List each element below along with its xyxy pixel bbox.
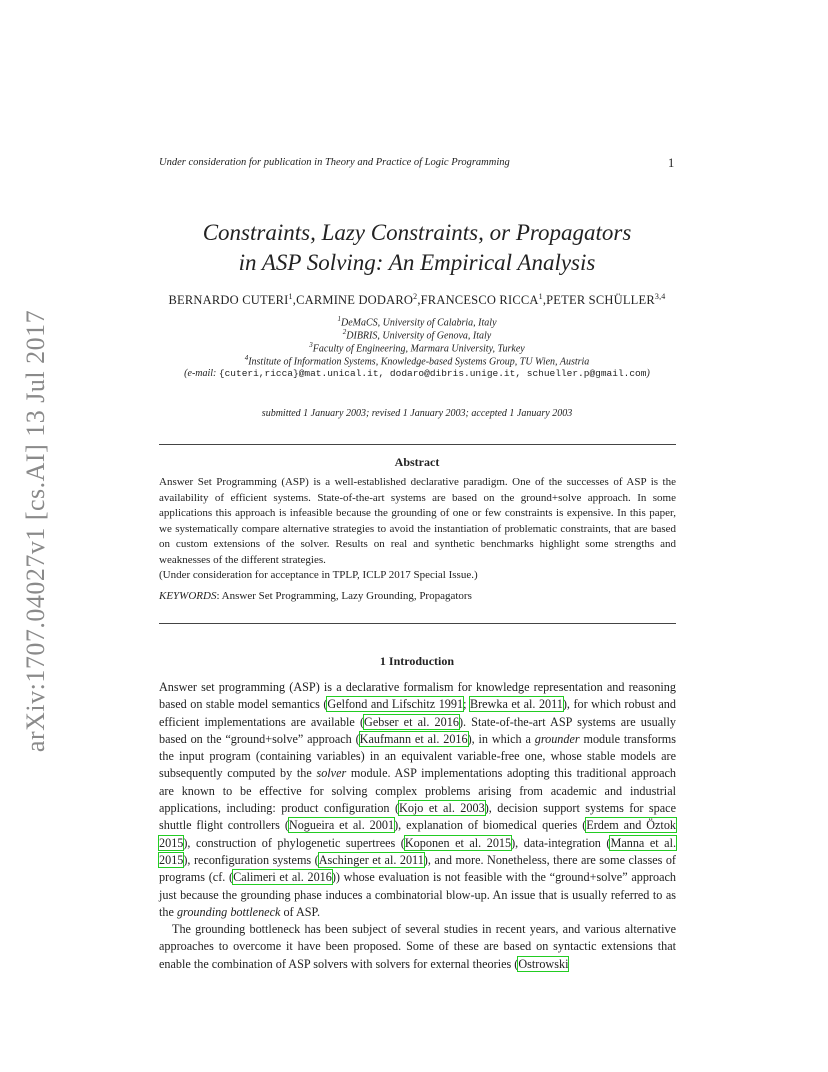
text-run: module. ASP implementations adopting this traditional approach are known to be effective for solving complex problems arising from academic and industrial applications, including: product configuration ( bbox=[159, 766, 676, 816]
paper-title-line2: in ASP Solving: An Empirical Analysis bbox=[238, 250, 596, 275]
text-run: ), reconfiguration systems ( bbox=[183, 852, 319, 867]
abstract-heading: Abstract bbox=[394, 455, 440, 469]
citation-link[interactable]: Koponen et al. 2015 bbox=[404, 835, 512, 850]
abstract-body bbox=[159, 475, 676, 584]
arxiv-stamp bbox=[19, 305, 53, 757]
citation-link[interactable]: Erdem and Öztok 2015 bbox=[159, 818, 677, 850]
emphasis: grounder bbox=[534, 731, 580, 746]
abstract-top-rule bbox=[159, 444, 676, 445]
text-run: ), and more. Nonetheless, there are some classes of programs (cf. ( bbox=[159, 852, 676, 885]
paragraph bbox=[159, 679, 676, 921]
text-run: The grounding bottleneck has been subject of several studies in recent years, and various alternative approaches to overcome it have been proposed. Some of these are based on syntactic extensions that enable the combination of ASP solvers with solvers for external theories ( bbox=[159, 922, 676, 971]
text-run: ; bbox=[463, 697, 470, 712]
author-name: FRANCESCO RICCA bbox=[420, 293, 539, 308]
paragraph bbox=[159, 921, 676, 973]
text-run: )) whose evaluation is not feasible with the “ground+solve” approach just because the grounding phase induces a combinatorial blow-up. An issue that is usually referred to as the bbox=[159, 870, 676, 919]
affiliation-text: Faculty of Engineering, Marmara University, Turkey bbox=[312, 343, 525, 355]
emails-prefix: (e-mail: bbox=[184, 368, 219, 379]
affiliation-text: Institute of Information Systems, Knowledge-based Systems Group, TU Wien, Austria bbox=[248, 356, 590, 368]
affiliation-sup: 2 bbox=[342, 328, 347, 336]
text-run: ), in which a bbox=[467, 731, 535, 746]
text-run: module transforms the input program (containing variables) in an equivalent variable-free one, whose stable models are subsequently computed by the bbox=[159, 731, 676, 781]
running-head: Under consideration for publication in Theory and Practice of Logic Programming bbox=[159, 157, 510, 168]
citation-link[interactable]: Calimeri et al. 2016 bbox=[233, 870, 332, 885]
affiliation-sup: 4 bbox=[244, 354, 249, 362]
author-affil-sup: 2 bbox=[413, 292, 418, 301]
citation-link[interactable]: Gelfond and Lifschitz 1991 bbox=[327, 697, 464, 712]
citation-link[interactable]: Kojo et al. 2003 bbox=[399, 801, 485, 816]
citation-link[interactable]: Manna et al. 2015 bbox=[159, 835, 676, 867]
keywords-list: : Answer Set Programming, Lazy Grounding, Propagators bbox=[216, 590, 472, 602]
citation-link[interactable]: Nogueira et al. 2001 bbox=[288, 818, 395, 833]
author-affil-sup: 1 bbox=[288, 292, 293, 301]
author-name: CARMINE DODARO bbox=[296, 293, 414, 308]
author-list: BERNARDO CUTERI$^1$,CARMINE DODARO$^2$,FRANCESCO RICCA$^1$,PETER SCHÜLLER$^{3,4}$ bbox=[168, 292, 666, 308]
citation-link[interactable]: Ostrowski bbox=[518, 956, 569, 971]
text-run: Answer set programming (ASP) is a declarative formalism for knowledge representation and reasoning based on stable model semantics ( bbox=[159, 680, 676, 712]
affiliation-sup: 3 bbox=[309, 341, 313, 349]
affiliation-text: DIBRIS, University of Genova, Italy bbox=[346, 330, 492, 342]
text-run: ), construction of phylogenetic supertrees ( bbox=[183, 835, 405, 850]
emphasis: grounding bottleneck bbox=[176, 904, 281, 919]
keywords-label: KEYWORDS bbox=[159, 590, 217, 602]
abstract-note: (Under consideration for acceptance in TPLP, ICLP 2017 Special Issue.) bbox=[159, 569, 478, 581]
author-name: BERNARDO CUTERI bbox=[168, 293, 289, 308]
text-run: ), explanation of biomedical queries ( bbox=[394, 818, 587, 833]
arxiv-stamp-text: arXiv:1707.04027v1 [cs.AI] 13 Jul 2017 bbox=[21, 309, 50, 753]
abstract-text: Answer Set Programming (ASP) is a well-established declarative paradigm. One of the successes of ASP is the availability of efficient systems. State-of-the-art systems are based on the ground+solve approach. In some applications this approach is infeasible because the grounding of one or few constraints is expensive. In this paper, we systematically compare alternative strategies to avoid the instantiation of problematic constraints, that are based on custom extensions of the solver. Results on real and synthetic benchmarks highlight some strengths and weaknesses of the different strategies. bbox=[159, 476, 676, 566]
text-run: of ASP. bbox=[280, 904, 321, 919]
author-affil-sup: 1 bbox=[538, 292, 543, 301]
text-run: ). State-of-the-art ASP systems are usually based on the “ground+solve” approach ( bbox=[159, 714, 677, 746]
emails-suffix: ) bbox=[646, 368, 650, 379]
citation-link[interactable]: Gebser et al. 2016 bbox=[364, 714, 459, 729]
citation-link[interactable]: Brewka et al. 2011 bbox=[469, 697, 563, 712]
author-emails bbox=[159, 367, 675, 380]
affiliation-sup: 1 bbox=[337, 315, 341, 323]
paper-title-line1: Constraints, Lazy Constraints, or Propagators bbox=[202, 220, 632, 245]
page-number: 1 bbox=[668, 156, 675, 170]
emphasis: solver bbox=[316, 766, 347, 781]
submission-dates: submitted 1 January 2003; revised 1 January 2003; accepted 1 January 2003 bbox=[261, 408, 573, 419]
author-name: PETER SCHÜLLER bbox=[546, 293, 655, 308]
text-run: ), data-integration ( bbox=[511, 835, 611, 850]
affiliation-text: DeMaCS, University of Calabria, Italy bbox=[340, 317, 497, 329]
abstract-bottom-rule bbox=[159, 623, 676, 624]
text-run: ), for which robust and efficient implementations are available ( bbox=[159, 697, 676, 729]
section-heading: 1 Introduction bbox=[379, 654, 455, 668]
emails-text: {cuteri,ricca}@mat.unical.it, dodaro@dibris.unige.it, schueller.p@gmail.com bbox=[218, 368, 647, 379]
affiliation bbox=[159, 352, 675, 368]
citation-link[interactable]: Aschinger et al. 2011 bbox=[318, 852, 424, 867]
section-body bbox=[159, 679, 676, 973]
text-run: ), decision support systems for space shuttle flight controllers ( bbox=[159, 801, 676, 833]
author-affil-sup: 3,4 bbox=[654, 292, 666, 301]
keywords bbox=[159, 590, 472, 602]
citation-link[interactable]: Kaufmann et al. 2016 bbox=[359, 731, 468, 746]
